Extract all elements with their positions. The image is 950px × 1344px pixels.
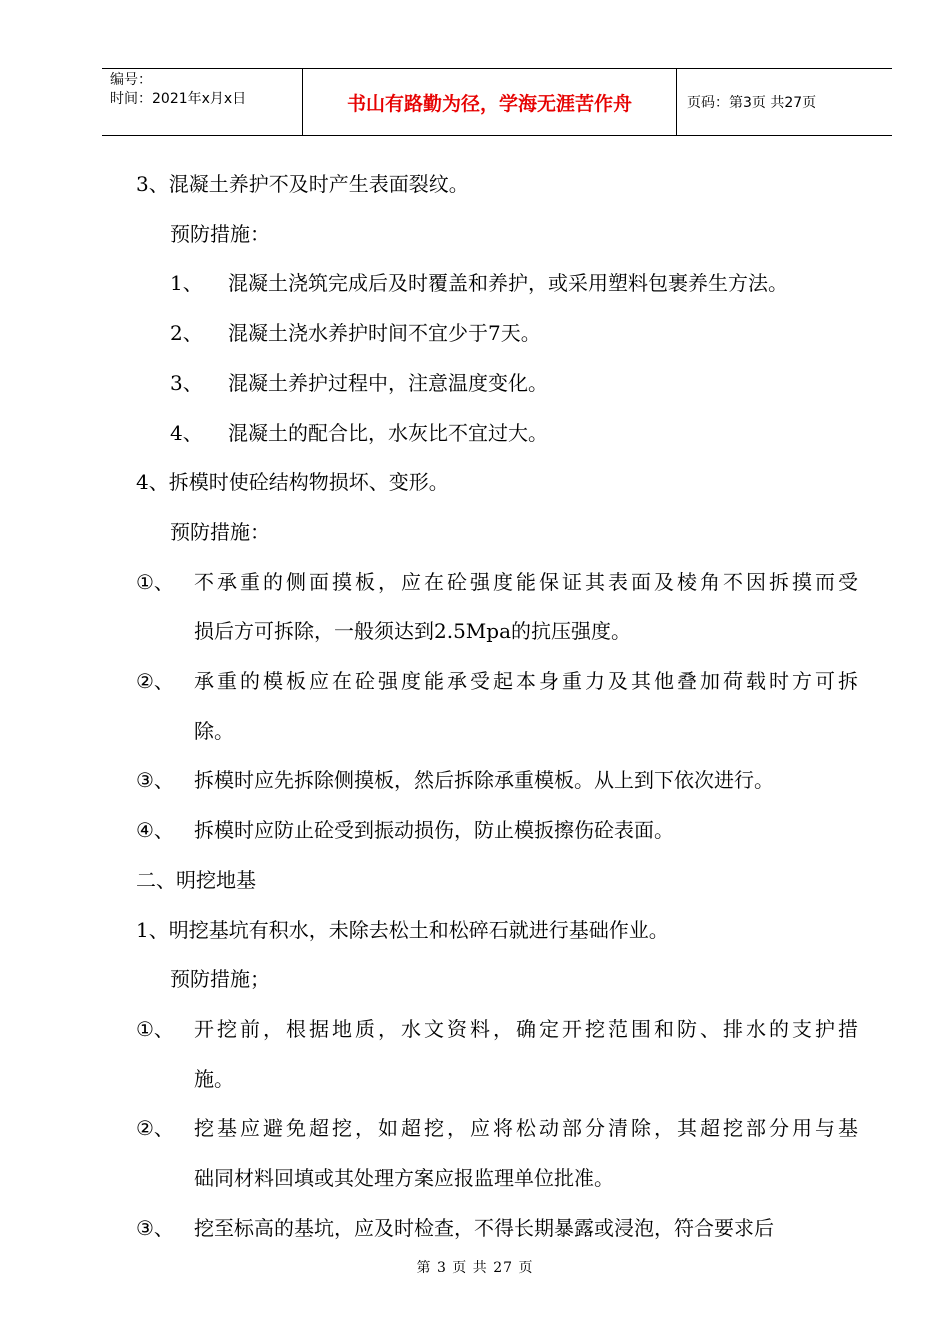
list-item-text: 不承重的侧面摸板，应在砼强度能保证其表面及棱角不因拆摸而受: [194, 569, 858, 594]
list-item-number: ①、: [136, 569, 174, 594]
list-item-text: 拆模时应先拆除侧摸板，然后拆除承重模板。从上到下依次进行。: [194, 768, 774, 793]
list-item-number: 1、: [170, 271, 203, 296]
list-item-number: 2、: [170, 321, 203, 346]
paragraph: 预防措施：: [170, 221, 270, 246]
list-item-number: ③、: [136, 768, 174, 793]
list-item-text: 挖基应避免超挖，如超挖，应将松动部分清除，其超挖部分用与基: [194, 1116, 858, 1141]
list-item-text: 混凝土浇水养护时间不宜少于7天。: [228, 321, 541, 346]
list-item-text: 损后方可拆除，一般须达到2.5Mpa的抗压强度。: [194, 619, 632, 644]
list-item-number: ②、: [136, 1116, 174, 1141]
header-meta: [102, 69, 303, 135]
list-item-text: 础同材料回填或其处理方案应报监理单位批准。: [194, 1166, 614, 1190]
list-item-text: 混凝土养护过程中，注意温度变化。: [228, 370, 548, 395]
list-item-text: 施。: [194, 1066, 234, 1091]
paragraph: 3、混凝土养护不及时产生表面裂纹。: [136, 172, 469, 196]
list-item-text: 挖至标高的基坑，应及时检查，不得长期暴露或浸泡，符合要求后: [194, 1215, 774, 1240]
list-item-text: 除。: [194, 718, 234, 743]
header-page-label: 页码：第3页 共27页: [687, 95, 817, 111]
page-footer: 第 3 页 共 27 页: [416, 1260, 534, 1276]
header-motto: 书山有路勤为径，学海无涯苦作舟: [303, 69, 677, 135]
paragraph: 预防措施；: [170, 967, 270, 992]
time-label: 时间：2021年x月x日: [110, 91, 247, 107]
list-item-number: ①、: [136, 1016, 174, 1041]
paragraph: 二、明挖地基: [136, 867, 256, 892]
list-item-text: 混凝土的配合比，水灰比不宜过大。: [228, 420, 548, 445]
list-item-number: 4、: [170, 420, 203, 445]
paragraph: 4、拆模时使砼结构物损坏、变形。: [136, 470, 449, 495]
list-item-text: 承重的模板应在砼强度能承受起本身重力及其他叠加荷载时方可拆: [194, 669, 858, 693]
list-item-number: ④、: [136, 818, 174, 843]
paragraph: 1、明挖基坑有积水，未除去松土和松碎石就进行基础作业。: [136, 917, 669, 942]
list-item-text: 开挖前，根据地质，水文资料，确定开挖范围和防、排水的支护措: [194, 1016, 858, 1041]
list-item-number: ②、: [136, 669, 174, 693]
code-label: 编号：: [110, 72, 152, 88]
list-item-text: 混凝土浇筑完成后及时覆盖和养护，或采用塑料包裹养生方法。: [228, 271, 788, 296]
paragraph: 预防措施：: [170, 519, 270, 544]
list-item-number: 3、: [170, 370, 203, 395]
list-item-number: ③、: [136, 1215, 174, 1240]
list-item-text: 拆模时应防止砼受到振动损伤，防止模扳擦伤砼表面。: [194, 818, 674, 843]
page-header: [102, 68, 892, 136]
